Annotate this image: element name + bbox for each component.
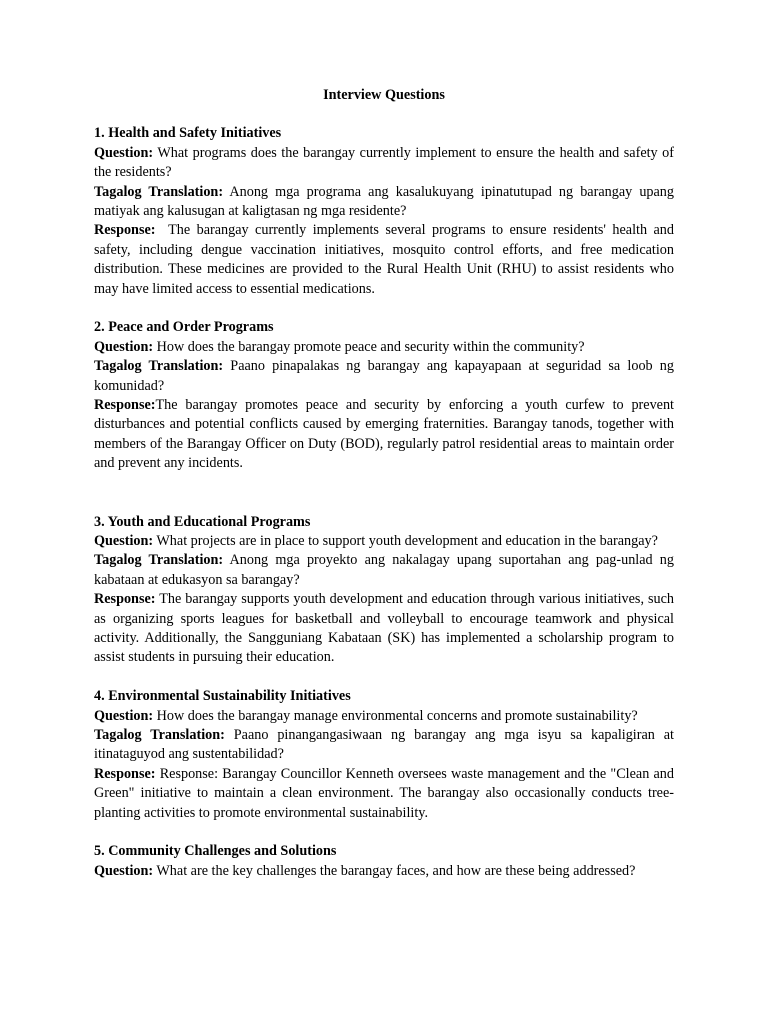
tagalog-label: Tagalog Translation: (94, 552, 224, 569)
question-label: Question: (94, 338, 154, 355)
section-spacer (94, 299, 674, 318)
question-text: What projects are in place to support youth development and education in the barangay? (153, 532, 658, 549)
question-paragraph (94, 144, 674, 183)
question-paragraph (94, 862, 674, 881)
question-paragraph (94, 338, 674, 357)
response-label: Response: (94, 397, 156, 414)
question-text: What are the key challenges the barangay faces, and how are these being addressed? (153, 862, 636, 879)
response-paragraph (94, 765, 674, 823)
section-health-safety (94, 124, 678, 299)
tagalog-label: Tagalog Translation: (94, 358, 224, 375)
section-heading: 1. Health and Safety Initiatives (94, 125, 282, 142)
tagalog-text: Paano pinangangasiwaan ng barangay ang mga isyu sa kapaligiran at itinataguyod ang sustentabilidad? (94, 726, 674, 763)
tagalog-text: Anong mga proyekto ang nakalagay upang suportahan ang pag-unlad ng kabataan at edukasyon sa barangay? (94, 552, 674, 588)
response-paragraph (94, 221, 678, 299)
tagalog-paragraph (94, 551, 674, 590)
tagalog-text: Paano pinapalakas ng barangay ang kapayapaan at seguridad sa loob ng komunidad? (94, 358, 674, 394)
section-youth-education (94, 513, 674, 668)
section-peace-order (94, 318, 674, 473)
section-heading: 5. Community Challenges and Solutions (94, 843, 337, 860)
section-spacer (94, 668, 674, 687)
question-label: Question: (94, 532, 154, 549)
section-heading: 4. Environmental Sustainability Initiatives (94, 688, 351, 705)
tagalog-paragraph (94, 357, 674, 396)
response-paragraph (94, 590, 674, 668)
tagalog-label: Tagalog Translation: (94, 183, 224, 200)
section-environment (94, 687, 674, 823)
question-text: What programs does the barangay currently implement to ensure the health and safety of the residents? (94, 144, 674, 181)
tagalog-text: Anong mga programa ang kasalukuyang ipinatutupad ng barangay upang matiyak ang kalusugan at kaligtasan ng mga residente? (94, 183, 674, 220)
response-label: Response: (94, 591, 156, 608)
tagalog-label: Tagalog Translation: (94, 726, 225, 743)
tagalog-paragraph (94, 726, 674, 765)
question-label: Question: (94, 862, 154, 879)
section-spacer (94, 823, 674, 842)
response-text: Response: Barangay Councillor Kenneth oversees waste management and the "Clean and Green" initiative to maintain a clean environment. The barangay also occasionally conducts tree-planting activities to promote environmental sustainability. (94, 765, 674, 821)
section-heading: 3. Youth and Educational Programs (94, 513, 311, 530)
section-heading: 2. Peace and Order Programs (94, 319, 274, 336)
response-label: Response: (94, 765, 156, 782)
question-label: Question: (94, 144, 154, 161)
question-paragraph (94, 532, 674, 551)
question-text: How does the barangay promote peace and security within the community? (153, 338, 585, 355)
response-text: The barangay currently implements several programs to ensure residents' health and safety, including dengue vaccination initiatives, mosquito control efforts, and free medication distribution. These medicines are provided to the Rural Health Unit (RHU) to assist residents who may have limited access to essential medications. (94, 222, 678, 297)
section-spacer (94, 474, 674, 513)
response-paragraph (94, 396, 674, 474)
tagalog-paragraph (94, 183, 674, 222)
response-label: Response: (94, 222, 156, 239)
document-title: Interview Questions (323, 87, 445, 103)
response-text: The barangay supports youth development and education through various initiatives, such as organizing sports leagues for basketball and volleyball to encourage teamwork and physical activity. Additionally, the Sangguniang Kabataan (SK) has implemented a scholarship program to assist students in pursuing their education. (94, 591, 674, 666)
question-text: How does the barangay manage environmental concerns and promote sustainability? (153, 707, 638, 724)
response-text: The barangay promotes peace and security by enforcing a youth curfew to prevent disturbances and potential conflicts caused by emerging fraternities. Barangay tanods, together with members of the Barangay Officer on Duty (BOD), regularly patrol residential areas to maintain order and prevent any incidents. (94, 397, 674, 472)
question-paragraph (94, 707, 674, 726)
section-challenges (94, 842, 674, 881)
question-label: Question: (94, 707, 154, 724)
document-page (94, 86, 678, 881)
